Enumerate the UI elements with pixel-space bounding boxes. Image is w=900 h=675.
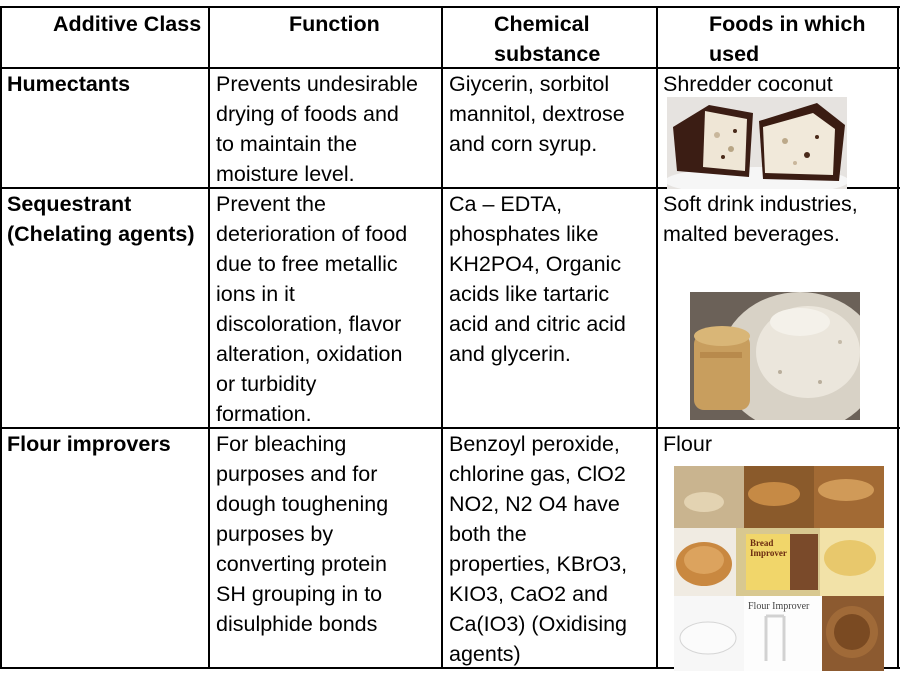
row2-function: Prevent the deterioration of food due to free metallic ions in it discoloration, flavor alteration, oxidation or turbidity formation. xyxy=(216,192,408,426)
column-divider xyxy=(208,6,210,669)
bread-improver-pack-label: Bread Improver xyxy=(750,538,787,558)
row3-additive-class: Flour improvers xyxy=(7,432,171,456)
malt-powder-image xyxy=(690,292,860,420)
table-border-left xyxy=(0,6,2,669)
header-function: Function xyxy=(289,12,380,36)
row2-chemical-substance: Ca – EDTA, phosphates like KH2PO4, Organic acids like tartaric acid and citric acid and glycerin. xyxy=(449,192,626,366)
row3-function: For bleaching purposes and for dough toughening purposes by converting protein SH grouping in to disulphide bonds xyxy=(216,432,389,636)
header-additive-class: Additive Class xyxy=(53,12,202,36)
row3-foods: Flour xyxy=(663,432,712,456)
row2-additive-class: Sequestrant (Chelating agents) xyxy=(7,192,195,246)
flour-bread-collage-image xyxy=(674,466,884,671)
column-divider xyxy=(656,6,658,669)
header-foods-used: Foods in which used xyxy=(709,12,866,66)
column-divider xyxy=(441,6,443,669)
row1-chemical-substance: Giycerin, sorbitol mannitol, dextrose and corn syrup. xyxy=(449,72,625,156)
row2-foods: Soft drink industries, malted beverages. xyxy=(663,192,858,246)
table-border-right xyxy=(897,6,899,669)
row1-foods: Shredder coconut xyxy=(663,72,833,96)
row1-function: Prevents undesirable drying of foods and to maintain the moisture level. xyxy=(216,72,418,186)
row3-chemical-substance: Benzoyl peroxide, chlorine gas, ClO2 NO2, N2 O4 have both the properties, KBrO3, KIO3, CaO2 and Ca(IO3) (Oxidising agents) xyxy=(449,432,628,666)
coconut-candy-image xyxy=(667,97,847,189)
flour-improver-label: Flour Improver xyxy=(748,601,810,612)
table-border-top xyxy=(0,6,900,8)
header-chemical-substance: Chemical substance xyxy=(494,12,601,66)
row1-additive-class: Humectants xyxy=(7,72,131,96)
